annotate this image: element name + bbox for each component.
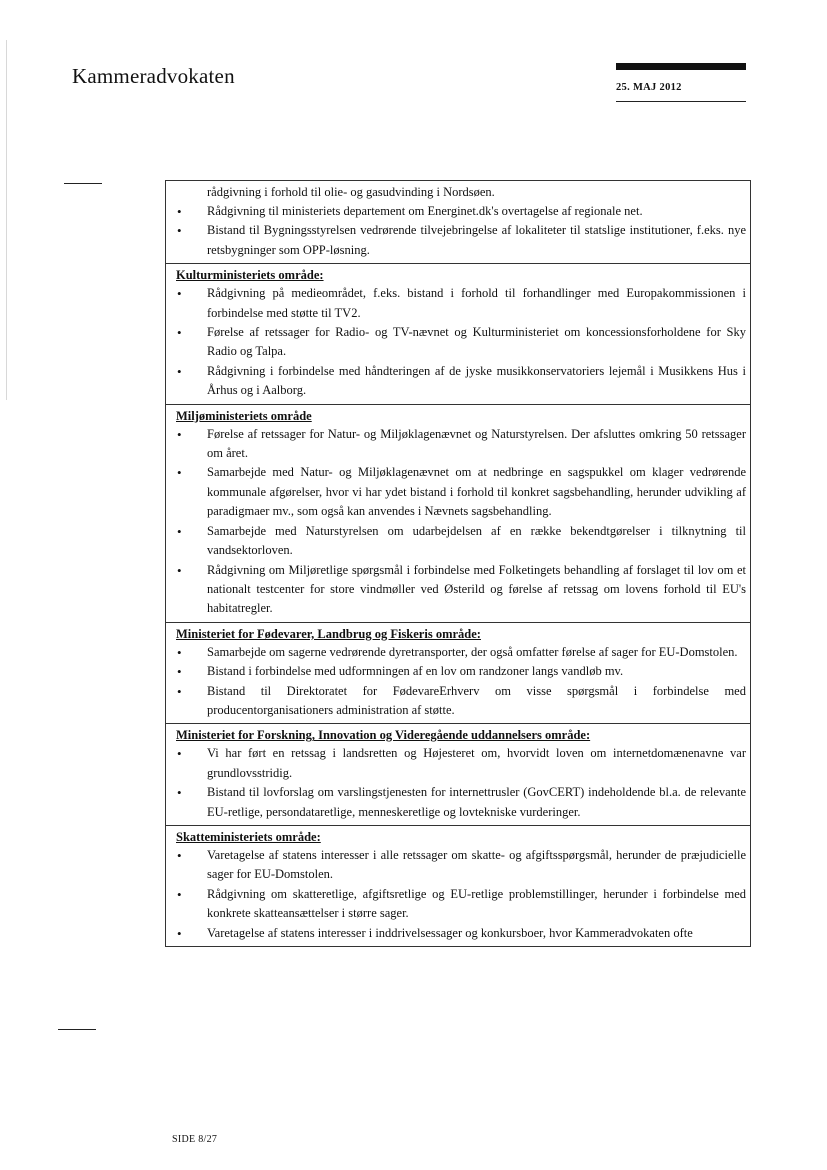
list-item: • Rådgivning i forbindelse med håndteringen af de jyske musikkonservatoriers lejemål i Musikkens Hus i Århus og i Aalborg.: [174, 362, 746, 401]
list-item: • Førelse af retssager for Natur- og Miljøklagenævnet og Naturstyrelsen. Der afsluttes omkring 50 retssager om året.: [174, 425, 746, 464]
list-item: • Rådgivning til ministeriets departement om Energinet.dk's overtagelse af regionale net.: [174, 202, 746, 221]
margin-rule-bottom: [58, 1029, 96, 1030]
bullet-list: [174, 643, 746, 721]
list-item: • Førelse af retssager for Radio- og TV-nævnet og Kulturministeriet om koncessionsforholdene for Sky Radio og Talpa.: [174, 323, 746, 362]
bullet-list: [174, 284, 746, 400]
section-title: Kulturministeriets område:: [176, 268, 324, 283]
list-item: • Rådgivning om skatteretlige, afgiftsretlige og EU-retlige problemstillinger, herunder i forbindelse med konkrete skatteansættelser i større sager.: [174, 885, 746, 924]
scan-edge-line: [6, 40, 7, 400]
list-item: • Varetagelse af statens interesser i alle retssager om skatte- og afgiftsspørgsmål, herunder de præjudicielle sager for EU-Domstolen.: [174, 846, 746, 885]
list-item: • Bistand til Bygningsstyrelsen vedrørende tilvejebringelse af lokaliteter til statslige institutioner, f.eks. nye retsbygninger som OPP-løsning.: [174, 221, 746, 260]
section-kulturministeriet: [166, 263, 750, 403]
list-item: • Bistand til lovforslag om varslingstjenesten for internettrusler (GovCERT) indeholdende bl.a. de relevante EU-retlige, persondataretlige, menneskeretlige og lovtekniske vurderinger.: [174, 783, 746, 822]
list-item: • Vi har ført en retssag i landsretten og Højesteret om, hvorvidt loven om internetdomænenavne var grundlovsstridig.: [174, 744, 746, 783]
list-item: • Rådgivning på medieområdet, f.eks. bistand i forhold til forhandlinger med Europakommissionen i forbindelse med støtte til TV2.: [174, 284, 746, 323]
date-divider: [616, 101, 746, 102]
list-item: • Bistand til Direktoratet for FødevareErhverv om visse spørgsmål i forbindelse med producentorganisationers administration af støtte.: [174, 682, 746, 721]
list-item: • Rådgivning om Miljøretlige spørgsmål i forbindelse med Folketingets behandling af forslaget til lov om et nationalt testcenter for store vindmøller ved Østerild og førelse af retssag om lovens forhold til EU's habitatregler.: [174, 561, 746, 619]
margin-rule-top: [64, 183, 102, 184]
section-title: Ministeriet for Fødevarer, Landbrug og Fiskeris område:: [176, 626, 481, 641]
section-title: Miljøministeriets område: [176, 408, 312, 423]
bullet-list: [174, 202, 746, 260]
list-item: • Samarbejde med Natur- og Miljøklagenævnet om at nedbringe en sagspukkel om klager vedrørende kommunale afgørelser, hvor vi har ydet bistand i forhold til konkret sagsbehandling, herunder udvikling af paradigmaer mv., som også kan anvendes i Nævnets sagsbehandling.: [174, 463, 746, 521]
section-skatteministeriet: [166, 825, 750, 946]
list-item: • Varetagelse af statens interesser i inddrivelsessager og konkursboer, hvor Kammeradvokaten ofte: [174, 924, 746, 943]
bullet-list: [174, 846, 746, 943]
bullet-list: [174, 744, 746, 822]
header-bar: [616, 63, 746, 70]
document-date: 25. MAJ 2012: [616, 82, 682, 93]
section-title: Ministeriet for Forskning, Innovation og Videregående uddannelsers område:: [176, 728, 591, 743]
section-continued: [166, 181, 750, 263]
section-fodevareministeriet: [166, 622, 750, 724]
section-title: Skatteministeriets område:: [176, 829, 321, 844]
list-item: • Samarbejde om sagerne vedrørende dyretransporter, der også omfatter førelse af sager for EU-Domstolen.: [174, 643, 746, 662]
page-number: SIDE 8/27: [172, 1134, 218, 1145]
bullet-list: [174, 425, 746, 619]
list-item: • Samarbejde med Naturstyrelsen om udarbejdelsen af en række bekendtgørelser i tilknytning til vandsektorloven.: [174, 522, 746, 561]
list-item: • Bistand i forbindelse med udformningen af en lov om randzoner langs vandløb mv.: [174, 662, 746, 681]
section-forskningsministeriet: [166, 723, 750, 825]
section-miljoministeriet: [166, 404, 750, 622]
continuation-text: rådgivning i forhold til olie- og gasudvinding i Nordsøen.: [207, 185, 495, 199]
content-table: [165, 180, 751, 947]
company-logo: Kammeradvokaten: [72, 64, 235, 88]
